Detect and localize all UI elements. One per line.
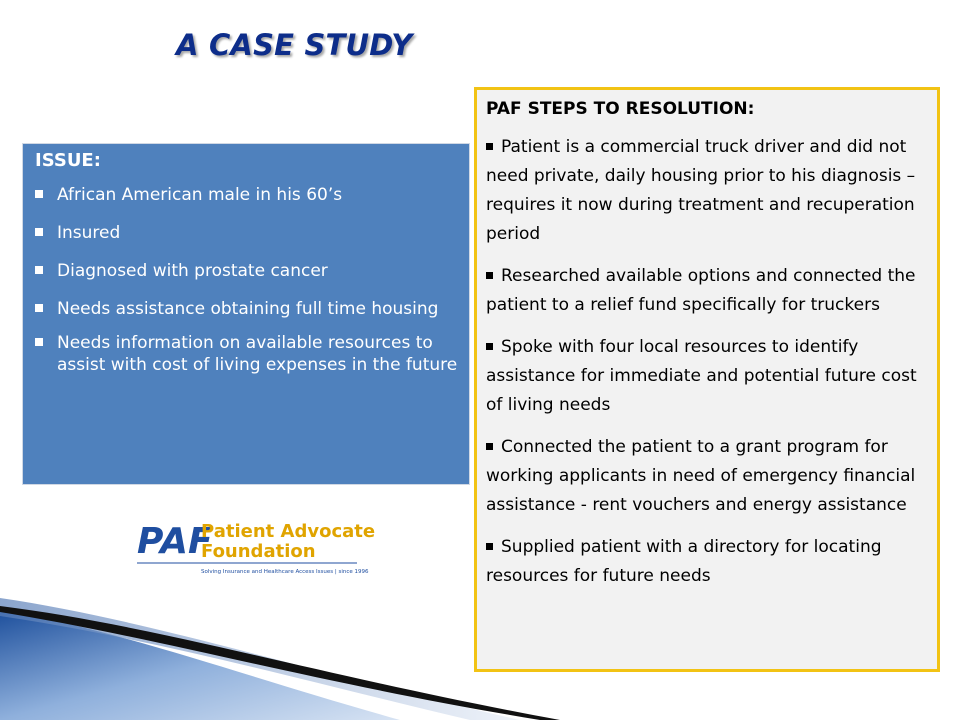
issue-item: Diagnosed with prostate cancer bbox=[35, 260, 461, 282]
issue-list bbox=[35, 184, 461, 376]
square-bullet-icon bbox=[486, 343, 493, 350]
square-bullet-icon bbox=[486, 443, 493, 450]
logo-line1: Patient Advocate bbox=[201, 521, 376, 542]
resolution-panel bbox=[474, 87, 940, 672]
logo-line2: Foundation bbox=[201, 541, 316, 562]
issue-panel bbox=[22, 143, 470, 485]
logo-tagline: Solving Insurance and Healthcare Access Issues | since 1996 bbox=[201, 569, 369, 575]
issue-item: Insured bbox=[35, 222, 461, 244]
resolution-item-text: Researched available options and connected the patient to a relief fund specifically for truckers bbox=[486, 266, 916, 315]
issue-item: Needs assistance obtaining full time housing bbox=[35, 298, 461, 320]
resolution-list bbox=[486, 133, 927, 591]
issue-item: African American male in his 60’s bbox=[35, 184, 461, 206]
resolution-item-text: Spoke with four local resources to identify assistance for immediate and potential future cost of living needs bbox=[486, 337, 917, 415]
logo-mark: PAF bbox=[137, 521, 213, 562]
resolution-item bbox=[486, 333, 927, 420]
square-bullet-icon bbox=[486, 143, 493, 150]
resolution-heading: PAF STEPS TO RESOLUTION: bbox=[486, 99, 755, 119]
resolution-item-text: Connected the patient to a grant program for working applicants in need of emergency financial assistance - rent vouchers and energy assistance bbox=[486, 437, 916, 515]
resolution-item-text: Patient is a commercial truck driver and did not need private, daily housing prior to his diagnosis – requires it now during treatment and recuperation period bbox=[486, 137, 916, 244]
issue-item: Needs information on available resources to assist with cost of living expenses in the future bbox=[35, 332, 461, 376]
square-bullet-icon bbox=[486, 272, 493, 279]
issue-heading: ISSUE: bbox=[35, 150, 101, 171]
resolution-item-text: Supplied patient with a directory for locating resources for future needs bbox=[486, 537, 882, 586]
resolution-item bbox=[486, 262, 927, 320]
resolution-item bbox=[486, 533, 927, 591]
square-bullet-icon bbox=[486, 543, 493, 550]
slide-title: A CASE STUDY bbox=[176, 28, 413, 62]
paf-logo bbox=[137, 515, 376, 579]
resolution-item bbox=[486, 433, 927, 520]
resolution-item bbox=[486, 133, 927, 249]
